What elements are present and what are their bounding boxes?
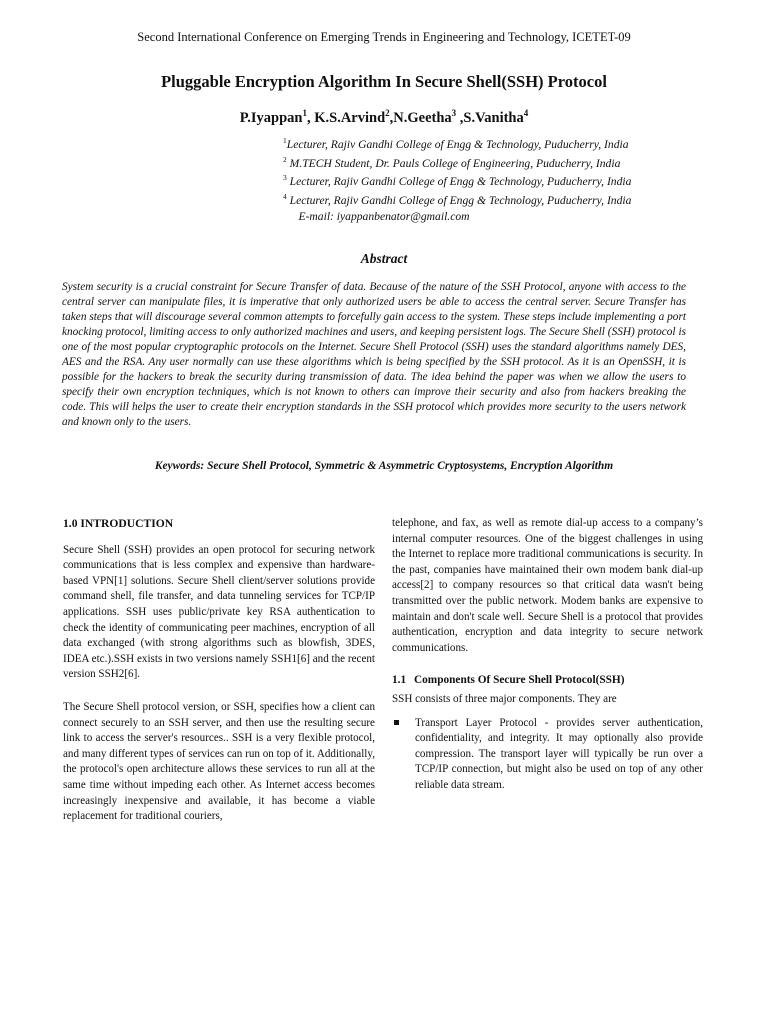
subsection-intro: SSH consists of three major components. They are <box>392 692 617 705</box>
author-name: K.S.Arvind <box>314 109 386 126</box>
affiliation-superscript: 4 <box>283 191 287 201</box>
paragraph: telephone, and fax, as well as remote dial-up access to a company’s internal computer resources. One of the biggest challenges in using the Internet to replace more traditional communications is security. In the past, companies have maintained their own modem bank dial-up access[2] to company resources so that critical data wasn't being transmitted over the public network. Modem banks are expensive to maintain and don't scale well. Secure Shell is a protocol that provides authentication, encryption and data integrity to secure network communications. <box>392 517 703 654</box>
square-bullet-icon <box>394 720 399 725</box>
affiliation-line <box>283 190 723 209</box>
author-separator: , <box>306 109 315 126</box>
affiliation-superscript: 3 <box>283 173 287 183</box>
author-superscript: 2 <box>385 108 390 118</box>
author-separator: , <box>456 109 464 126</box>
paragraph: Secure Shell (SSH) provides an open protocol for securing network communications that is less complex and expensive than hardware-based VPN[1] solutions. Secure Shell client/server solutions provide command shell, file transfer, and data tunneling services for TCP/IP applications. SSH uses public/private key RSA authentication to check the identity of communicating peer machines, encryption of all data exchanged (with strong algorithms such as blowfish, 3DES, IDEA etc.).SSH exists in two versions namely SSH1[6] and the recent version SSH2[6]. <box>63 543 375 681</box>
subsection-number: 1.1 <box>392 674 407 687</box>
keywords-line: Keywords: Secure Shell Protocol, Symmetric & Asymmetric Cryptosystems, Encryption Algorithm <box>154 460 614 472</box>
affiliation-list <box>283 134 723 209</box>
right-column <box>392 516 703 794</box>
affiliation-line <box>283 171 723 190</box>
affiliation-text: Lecturer, Rajiv Gandhi College of Engg & Technology, Puducherry, India <box>286 137 629 151</box>
left-column <box>63 516 375 842</box>
affiliation-line <box>283 134 723 153</box>
author-name: S.Vanitha <box>463 109 524 126</box>
conference-header: Second International Conference on Emerging Trends in Engineering and Technology, ICETET-09 <box>137 30 631 44</box>
abstract-heading: Abstract <box>360 251 408 266</box>
affiliation-text: Lecturer, Rajiv Gandhi College of Engg & Technology, Puducherry, India <box>289 193 632 207</box>
affiliation-superscript: 1 <box>283 136 287 145</box>
paragraph: The Secure Shell protocol version, or SSH, specifies how a client can connect securely to an SSH server, and then use the resulting secure link to access the server's resources.. SSH is a very flexible protocol, and many different types of services can run on top of it. Additionally, the protocol's open architecture allows these services to run all at the same time without impeding each other. As Internet access becomes increasingly inexpensive and available, it has become a viable replacement for traditional couriers, <box>63 700 375 823</box>
author-name: N.Geetha <box>393 109 452 126</box>
paper-title: Pluggable Encryption Algorithm In Secure Shell(SSH) Protocol <box>161 72 607 91</box>
author-name: P.Iyappan <box>239 109 303 126</box>
affiliation-text: Lecturer, Rajiv Gandhi College of Engg & Technology, Puducherry, India <box>289 175 632 189</box>
affiliation-text: M.TECH Student, Dr. Pauls College of Engineering, Puducherry, India <box>289 156 621 170</box>
list-item-text: Transport Layer Protocol - provides server authentication, confidentiality, and integrity. It may optionally also provide compression. The transport layer will typically be run over a TCP/IP connection, but might also be used on top of any other reliable data stream. <box>415 716 703 791</box>
subsection-title: Components Of Secure Shell Protocol(SSH) <box>414 674 625 687</box>
affiliation-line <box>283 153 723 172</box>
list-item <box>392 716 703 794</box>
author-separator: , <box>389 109 394 126</box>
subsection-heading <box>392 673 703 689</box>
author-list <box>0 108 768 127</box>
author-superscript: 4 <box>523 108 529 118</box>
affiliation-superscript: 2 <box>283 154 287 164</box>
abstract-text: System security is a crucial constraint for Secure Transfer of data. Because of the nature of the SSH Protocol, anyone with access to the central server can manipulate files, it is imperative that only authorized users be able to access the central server. Secure Transfer has taken steps that will discourage several common attempts to forcefully gain access to the system. These steps include implementing a port knocking protocol, limiting access to only authorized machines and users, and keeping persistent logs. The Secure Shell (SSH) protocol is one of the most popular cryptographic protocols on the Internet. Secure Shell Protocol (SSH) uses the standard algorithms namely DES, AES and the RSA. Any user normally can use these algorithms which is being specified by the SSH protocol. As it is an OpenSSH, it is possible for the hackers to break the security during transmission of data. The idea behind the paper was when we allow the users to specify their own encryption techniques, which is not known to others can improve their security and also from hackers breaking the code. This will helps the user to create their encryption standards in the SSH protocol which provides more security to the users network and known only to the users. <box>62 281 686 428</box>
author-superscript: 1 <box>302 108 307 118</box>
author-email: E-mail: iyappanbenator@gmail.com <box>298 210 470 223</box>
author-superscript: 3 <box>451 108 457 118</box>
section-heading: 1.0 INTRODUCTION <box>63 517 174 530</box>
